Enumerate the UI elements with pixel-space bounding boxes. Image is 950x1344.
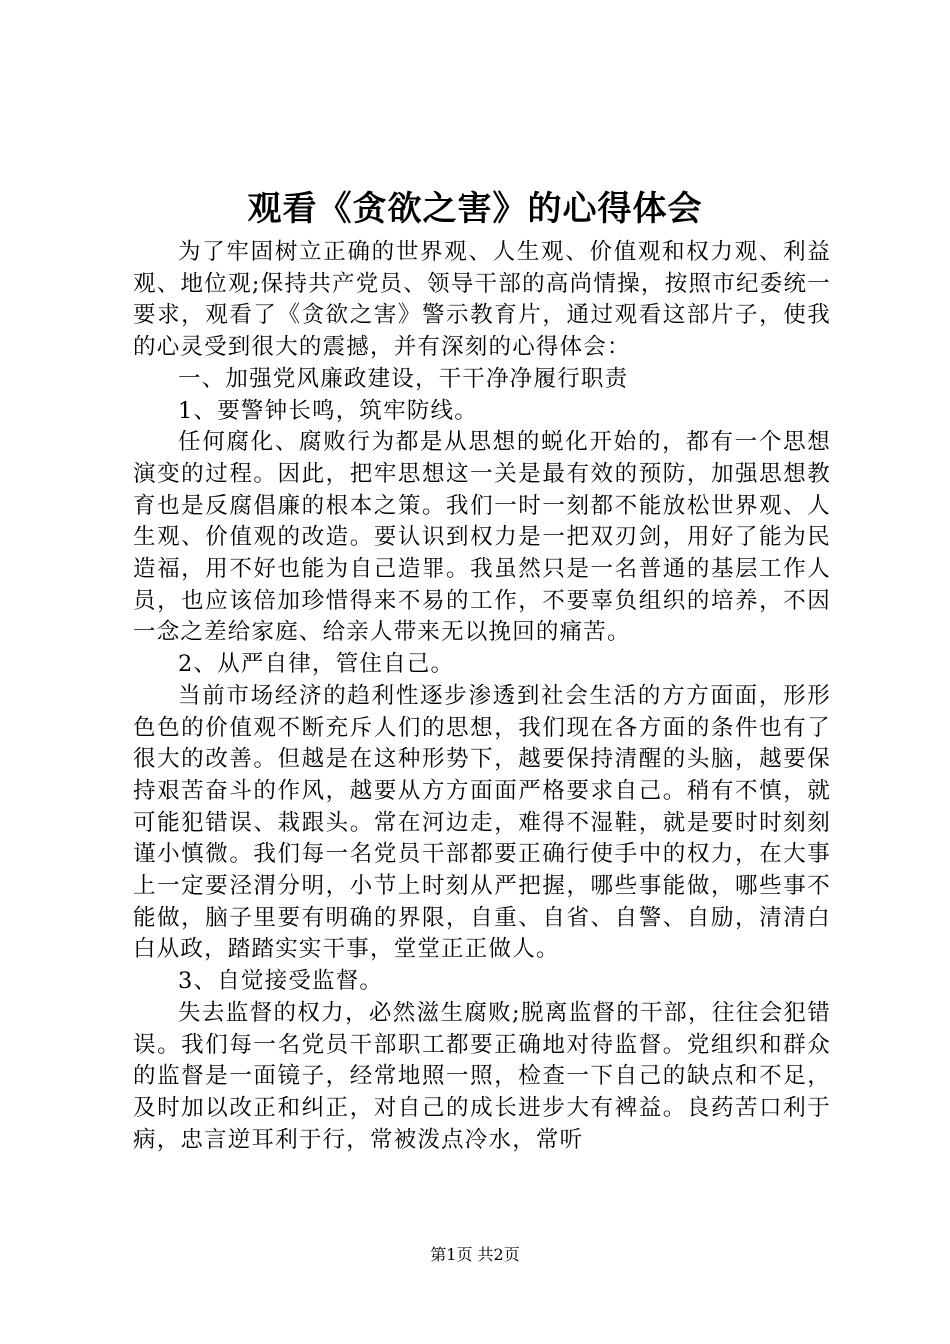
section-heading-1: 一、加强党风廉政建设，干干净净履行职责 — [178, 365, 629, 392]
document-body — [133, 237, 831, 1156]
document-title: 观看《贪欲之害》的心得体会 — [247, 189, 703, 229]
body-paragraph: 当前市场经济的趋利性逐步渗透到社会生活的方方面面，形形色色的价值观不断充斥人们的思想，我们现在各方面的条件也有了很大的改善。但越是在这种形势下，越要保持清醒的头脑，越要保持艰苦奋斗的作风，越要从方方面面严格要求自己。稍有不慎，就可能犯错误、栽跟头。常在河边走，难得不湿鞋，就是要时时刻刻谨小慎微。我们每一名党员干部都要正确行使手中的权力，在大事上一定要泾渭分明，小节上时刻从严把握，哪些事能做，哪些事不能做，脑子里要有明确的界限，自重、自省、自警、自励，清清白白从政，踏踏实实干事，堂堂正正做人。 — [133, 682, 831, 963]
intro-paragraph: 为了牢固树立正确的世界观、人生观、价值观和权力观、利益观、地位观;保持共产党员、领导干部的高尚情操，按照市纪委统一要求，观看了《贪欲之害》警示教育片，通过观看这部片子，使我的心灵受到很大的震撼，并有深刻的心得体会： — [133, 239, 831, 361]
body-paragraph: 任何腐化、腐败行为都是从思想的蜕化开始的，都有一个思想演变的过程。因此，把牢思想这一关是最有效的预防，加强思想教育也是反腐倡廉的根本之策。我们一时一刻都不能放松世界观、人生观、价值观的改造。要认识到权力是一把双刃剑，用好了能为民造福，用不好也能为自己造罪。我虽然只是一名普通的基层工作人员，也应该倍加珍惜得来不易的工作，不要辜负组织的培养，不因一念之差给家庭、给亲人带来无以挽回的痛苦。 — [133, 429, 831, 646]
subheading-3: 3、自觉接受监督。 — [178, 968, 384, 995]
subheading-2: 2、从严自律，管住自己。 — [178, 651, 455, 678]
page-footer: 第1页 共2页 — [430, 1245, 520, 1264]
body-paragraph: 失去监督的权力，必然滋生腐败;脱离监督的干部，往往会犯错误。我们每一名党员干部职工都要正确地对待监督。党组织和群众的监督是一面镜子，经常地照一照，检查一下自己的缺点和不足，及时加以改正和纠正，对自己的成长进步大有裨益。良药苦口利于病，忠言逆耳利于行，常被泼点冷水，常听 — [133, 999, 831, 1153]
subheading-1: 1、要警钟长鸣，筑牢防线。 — [178, 397, 478, 424]
